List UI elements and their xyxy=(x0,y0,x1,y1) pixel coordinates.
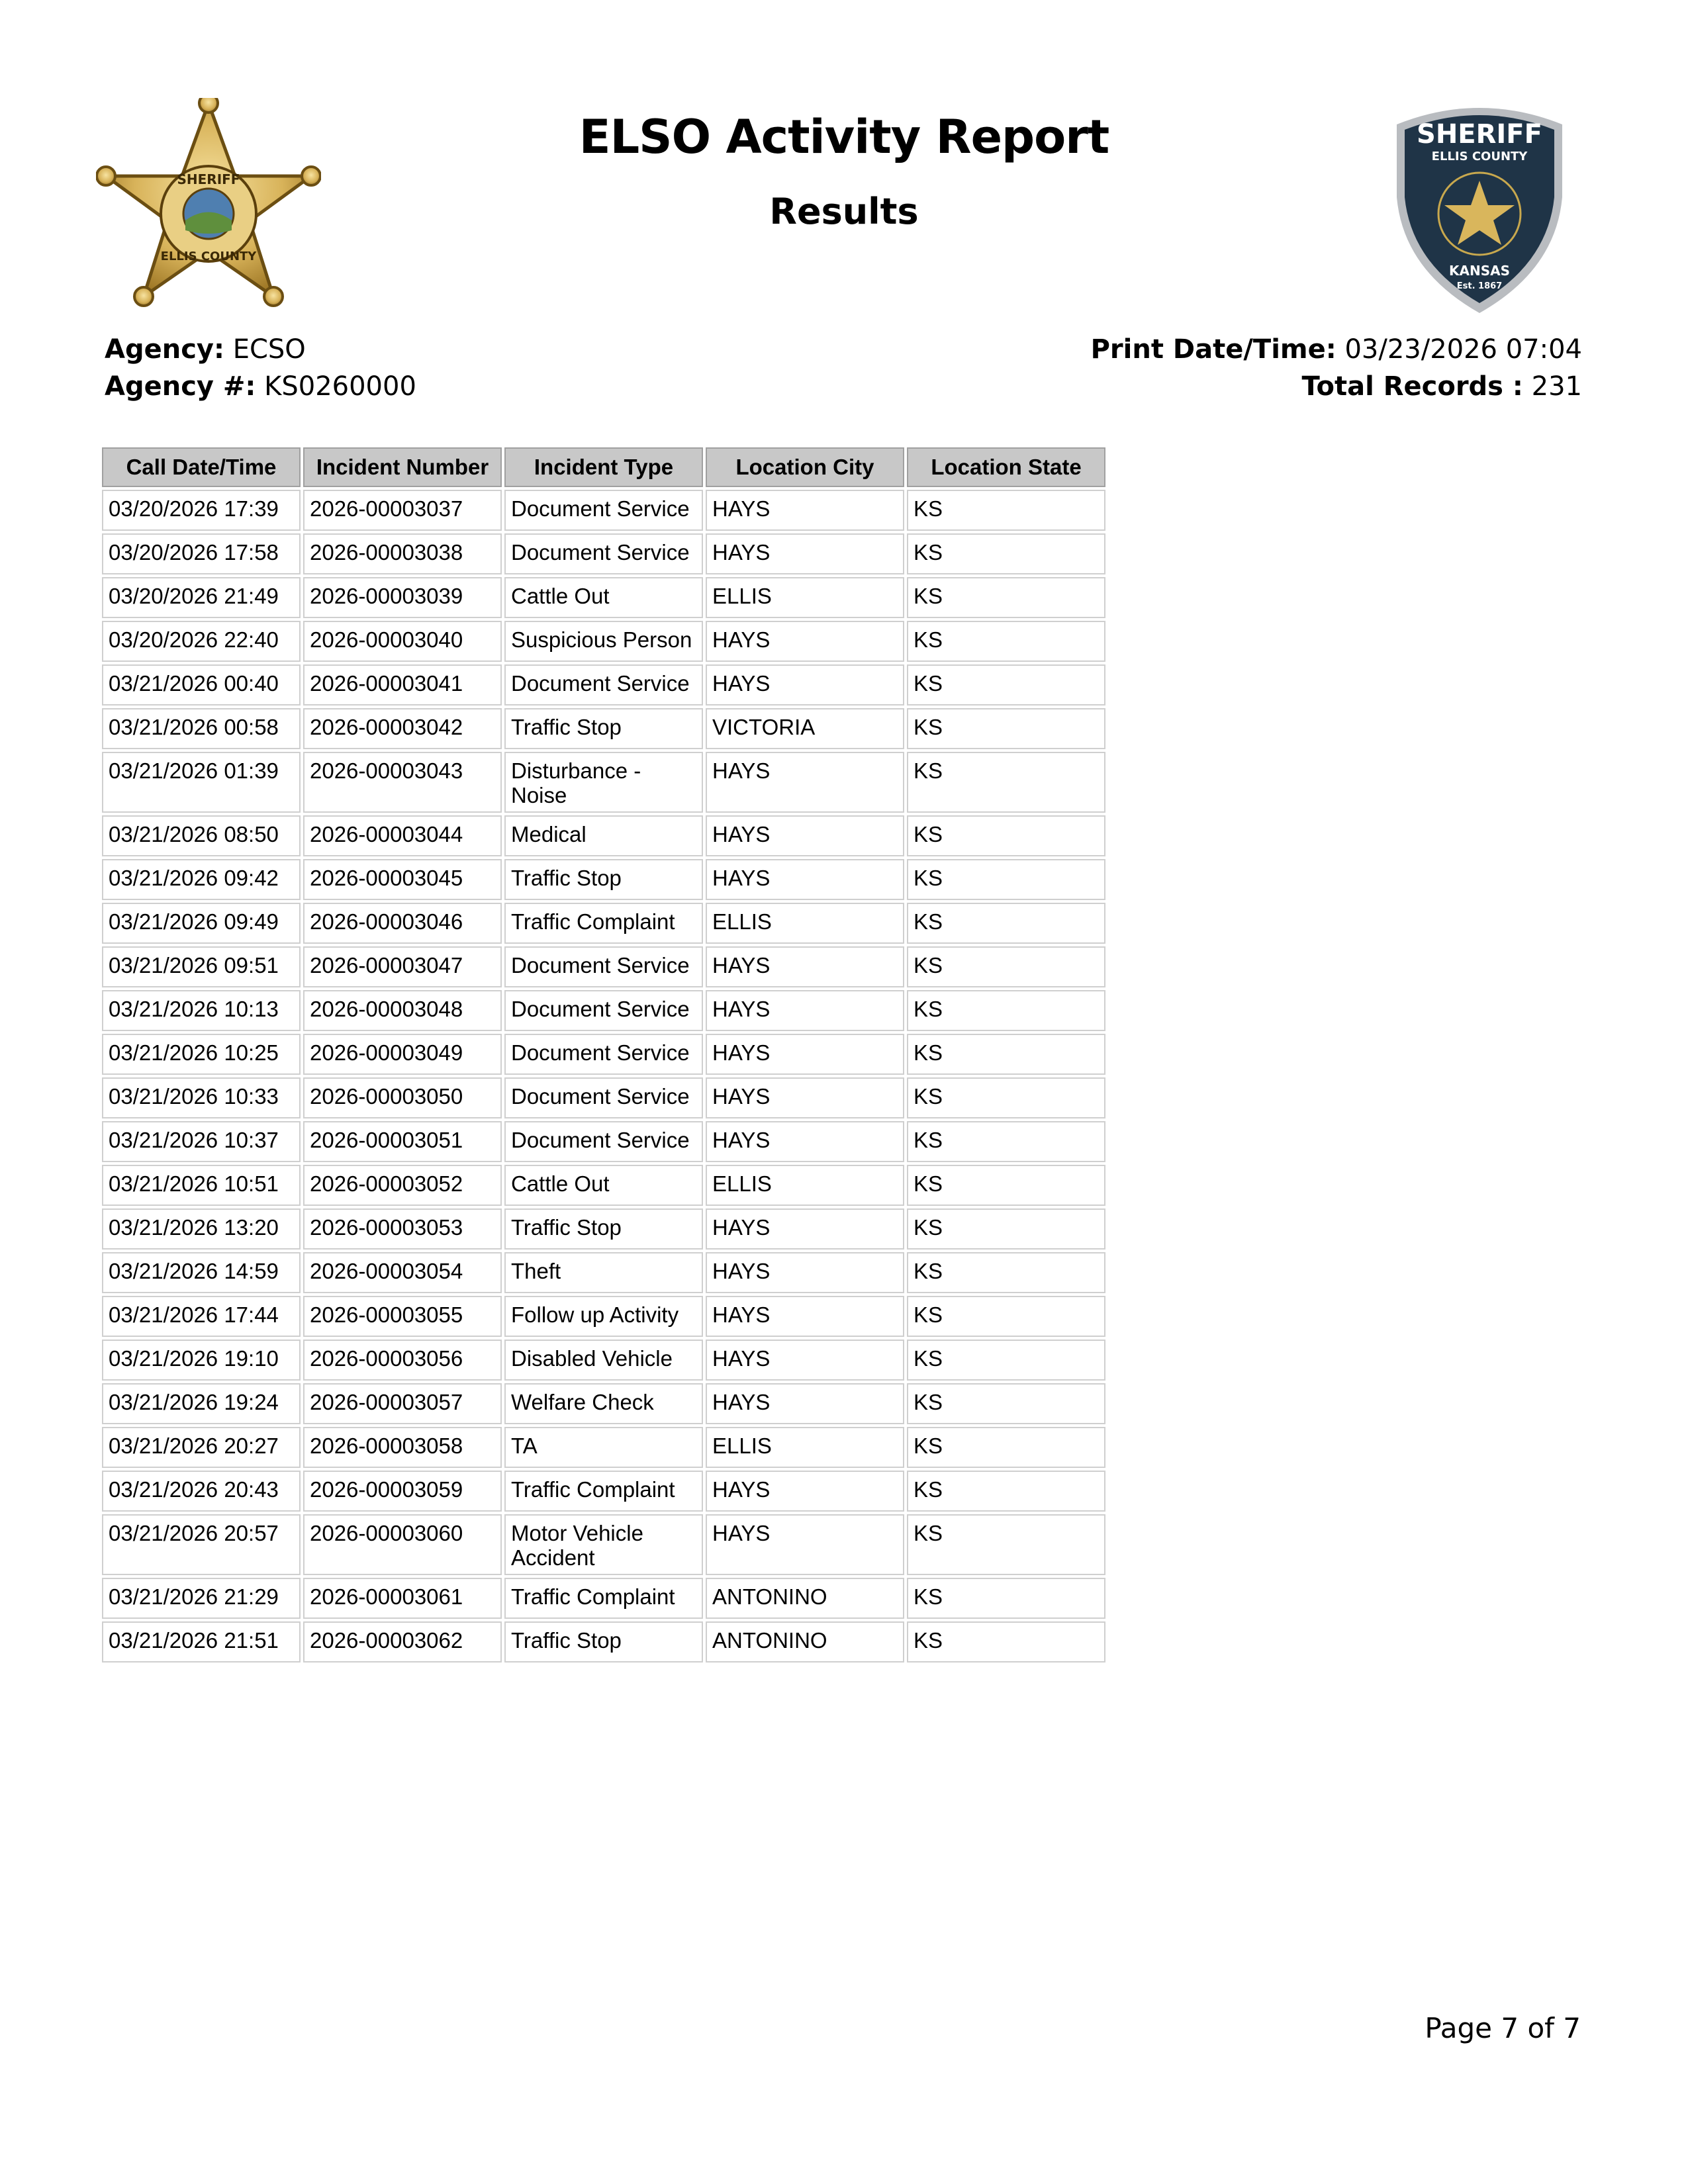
table-cell: HAYS xyxy=(706,752,904,813)
table-cell: 03/21/2026 08:50 xyxy=(102,815,301,856)
table-cell: ELLIS xyxy=(706,903,904,944)
table-cell: KS xyxy=(907,621,1105,662)
table-cell: KS xyxy=(907,1514,1105,1575)
table-cell: 03/21/2026 01:39 xyxy=(102,752,301,813)
page-number: Page 7 of 7 xyxy=(1425,2012,1581,2044)
table-cell: KS xyxy=(907,1383,1105,1424)
table-cell: 2026-00003061 xyxy=(303,1578,502,1619)
table-cell: 2026-00003052 xyxy=(303,1165,502,1206)
table-row xyxy=(102,1077,1105,1118)
table-cell: KS xyxy=(907,1471,1105,1512)
column-header: Incident Type xyxy=(504,447,703,487)
table-cell: HAYS xyxy=(706,1340,904,1381)
table-cell: HAYS xyxy=(706,1034,904,1075)
table-cell: Welfare Check xyxy=(504,1383,703,1424)
table-cell: 03/21/2026 13:20 xyxy=(102,1208,301,1250)
table-row xyxy=(102,815,1105,856)
results-table xyxy=(99,445,1108,1665)
table-cell: 2026-00003053 xyxy=(303,1208,502,1250)
table-cell: 03/21/2026 09:51 xyxy=(102,946,301,987)
table-cell: KS xyxy=(907,533,1105,574)
table-cell: KS xyxy=(907,990,1105,1031)
table-cell: KS xyxy=(907,859,1105,900)
table-cell: 03/21/2026 00:58 xyxy=(102,708,301,749)
svg-text:Est. 1867: Est. 1867 xyxy=(1456,281,1503,291)
table-cell: 03/21/2026 09:42 xyxy=(102,859,301,900)
table-cell: 2026-00003042 xyxy=(303,708,502,749)
table-row xyxy=(102,1121,1105,1162)
table-row xyxy=(102,490,1105,531)
table-cell: Follow up Activity xyxy=(504,1296,703,1337)
table-cell: Traffic Stop xyxy=(504,708,703,749)
table-row xyxy=(102,946,1105,987)
table-cell: 03/21/2026 10:13 xyxy=(102,990,301,1031)
table-cell: 2026-00003060 xyxy=(303,1514,502,1575)
table-cell: KS xyxy=(907,490,1105,531)
table-cell: 2026-00003041 xyxy=(303,664,502,705)
table-cell: 2026-00003054 xyxy=(303,1252,502,1293)
agency-number-value: KS0260000 xyxy=(264,371,416,402)
print-datetime-line xyxy=(1091,331,1582,368)
table-cell: 2026-00003059 xyxy=(303,1471,502,1512)
table-cell: KS xyxy=(907,1077,1105,1118)
table-row xyxy=(102,752,1105,813)
table-cell: Suspicious Person xyxy=(504,621,703,662)
table-cell: HAYS xyxy=(706,1383,904,1424)
table-cell: 2026-00003044 xyxy=(303,815,502,856)
table-cell: Cattle Out xyxy=(504,1165,703,1206)
column-header: Incident Number xyxy=(303,447,502,487)
table-cell: Traffic Complaint xyxy=(504,1578,703,1619)
table-cell: HAYS xyxy=(706,1208,904,1250)
table-cell: Traffic Stop xyxy=(504,1208,703,1250)
table-cell: Traffic Stop xyxy=(504,1621,703,1662)
table-cell: Document Service xyxy=(504,533,703,574)
table-cell: 03/21/2026 21:51 xyxy=(102,1621,301,1662)
table-row xyxy=(102,1208,1105,1250)
table-cell: Document Service xyxy=(504,664,703,705)
table-cell: 03/21/2026 19:24 xyxy=(102,1383,301,1424)
table-cell: 2026-00003049 xyxy=(303,1034,502,1075)
table-cell: Motor Vehicle Accident xyxy=(504,1514,703,1575)
svg-text:ELLIS COUNTY: ELLIS COUNTY xyxy=(160,250,257,263)
table-cell: KS xyxy=(907,1340,1105,1381)
table-row xyxy=(102,1296,1105,1337)
table-cell: ELLIS xyxy=(706,1165,904,1206)
agency-label: Agency: xyxy=(105,334,224,365)
table-cell: KS xyxy=(907,1621,1105,1662)
table-row xyxy=(102,1514,1105,1575)
table-cell: Document Service xyxy=(504,1034,703,1075)
table-cell: 03/20/2026 17:39 xyxy=(102,490,301,531)
table-cell: 03/20/2026 21:49 xyxy=(102,577,301,618)
table-cell: KS xyxy=(907,752,1105,813)
table-cell: 03/21/2026 10:51 xyxy=(102,1165,301,1206)
table-cell: KS xyxy=(907,903,1105,944)
svg-text:ELLIS COUNTY: ELLIS COUNTY xyxy=(1431,150,1528,163)
table-cell: HAYS xyxy=(706,1514,904,1575)
table-cell: Document Service xyxy=(504,1121,703,1162)
agency-value: ECSO xyxy=(232,334,306,365)
table-cell: 2026-00003051 xyxy=(303,1121,502,1162)
svg-text:SHERIFF: SHERIFF xyxy=(1417,119,1542,150)
table-row xyxy=(102,903,1105,944)
print-info xyxy=(1091,331,1582,405)
agency-number-line xyxy=(105,368,416,405)
table-cell: 03/21/2026 10:33 xyxy=(102,1077,301,1118)
table-cell: HAYS xyxy=(706,1296,904,1337)
table-cell: HAYS xyxy=(706,533,904,574)
table-cell: 2026-00003062 xyxy=(303,1621,502,1662)
table-cell: ANTONINO xyxy=(706,1621,904,1662)
table-cell: 03/21/2026 17:44 xyxy=(102,1296,301,1337)
svg-text:KANSAS: KANSAS xyxy=(1448,263,1511,279)
print-datetime-label: Print Date/Time: xyxy=(1090,334,1336,365)
sheriff-shield-patch-logo xyxy=(1390,98,1569,316)
table-cell: Traffic Stop xyxy=(504,859,703,900)
table-row xyxy=(102,1427,1105,1468)
table-cell: VICTORIA xyxy=(706,708,904,749)
table-body xyxy=(102,490,1105,1662)
agency-number-label: Agency #: xyxy=(105,371,256,402)
table-cell: KS xyxy=(907,1034,1105,1075)
table-cell: 2026-00003040 xyxy=(303,621,502,662)
table-cell: 2026-00003046 xyxy=(303,903,502,944)
table-cell: 03/21/2026 09:49 xyxy=(102,903,301,944)
table-cell: 03/21/2026 14:59 xyxy=(102,1252,301,1293)
column-header: Location State xyxy=(907,447,1105,487)
table-cell: HAYS xyxy=(706,490,904,531)
table-cell: 03/21/2026 10:25 xyxy=(102,1034,301,1075)
table-cell: 03/21/2026 20:27 xyxy=(102,1427,301,1468)
table-cell: 03/21/2026 10:37 xyxy=(102,1121,301,1162)
svg-text:SHERIFF: SHERIFF xyxy=(177,171,240,187)
table-cell: 2026-00003055 xyxy=(303,1296,502,1337)
table-cell: Document Service xyxy=(504,490,703,531)
table-cell: 03/20/2026 17:58 xyxy=(102,533,301,574)
table-cell: Disabled Vehicle xyxy=(504,1340,703,1381)
table-cell: 03/21/2026 19:10 xyxy=(102,1340,301,1381)
table-cell: KS xyxy=(907,1252,1105,1293)
column-header: Call Date/Time xyxy=(102,447,301,487)
total-records-label: Total Records : xyxy=(1301,371,1523,402)
table-row xyxy=(102,1340,1105,1381)
table-row xyxy=(102,1165,1105,1206)
agency-line xyxy=(105,331,416,368)
table-cell: 2026-00003048 xyxy=(303,990,502,1031)
table-cell: 2026-00003047 xyxy=(303,946,502,987)
table-cell: Cattle Out xyxy=(504,577,703,618)
table-cell: KS xyxy=(907,708,1105,749)
table-cell: Document Service xyxy=(504,1077,703,1118)
table-row xyxy=(102,621,1105,662)
table-row xyxy=(102,1383,1105,1424)
table-cell: HAYS xyxy=(706,990,904,1031)
table-row xyxy=(102,1578,1105,1619)
table-row xyxy=(102,1252,1105,1293)
table-cell: KS xyxy=(907,1121,1105,1162)
table-cell: KS xyxy=(907,1427,1105,1468)
table-cell: HAYS xyxy=(706,859,904,900)
table-cell: 2026-00003045 xyxy=(303,859,502,900)
table-cell: 2026-00003039 xyxy=(303,577,502,618)
table-cell: KS xyxy=(907,577,1105,618)
table-cell: 2026-00003050 xyxy=(303,1077,502,1118)
table-cell: 2026-00003043 xyxy=(303,752,502,813)
table-cell: Traffic Complaint xyxy=(504,1471,703,1512)
table-row xyxy=(102,1471,1105,1512)
table-cell: KS xyxy=(907,1165,1105,1206)
table-header-row xyxy=(102,447,1105,487)
table-cell: HAYS xyxy=(706,946,904,987)
table-cell: KS xyxy=(907,664,1105,705)
table-cell: 2026-00003037 xyxy=(303,490,502,531)
table-cell: HAYS xyxy=(706,1471,904,1512)
table-cell: TA xyxy=(504,1427,703,1468)
table-cell: ELLIS xyxy=(706,577,904,618)
table-cell: 03/20/2026 22:40 xyxy=(102,621,301,662)
table-cell: Disturbance - Noise xyxy=(504,752,703,813)
table-cell: ANTONINO xyxy=(706,1578,904,1619)
total-records-value: 231 xyxy=(1531,371,1582,402)
table-row xyxy=(102,533,1105,574)
report-subtitle: Results xyxy=(769,191,919,232)
table-cell: 2026-00003058 xyxy=(303,1427,502,1468)
print-datetime-value: 03/23/2026 07:04 xyxy=(1344,334,1582,365)
table-cell: KS xyxy=(907,815,1105,856)
table-cell: Medical xyxy=(504,815,703,856)
total-records-line xyxy=(1091,368,1582,405)
table-cell: HAYS xyxy=(706,1121,904,1162)
table-cell: 03/21/2026 21:29 xyxy=(102,1578,301,1619)
agency-info xyxy=(105,331,416,405)
table-cell: Document Service xyxy=(504,946,703,987)
table-row xyxy=(102,664,1105,705)
table-cell: 03/21/2026 00:40 xyxy=(102,664,301,705)
table-cell: Document Service xyxy=(504,990,703,1031)
table-row xyxy=(102,708,1105,749)
table-cell: ELLIS xyxy=(706,1427,904,1468)
table-cell: KS xyxy=(907,1578,1105,1619)
table-cell: Theft xyxy=(504,1252,703,1293)
table-row xyxy=(102,577,1105,618)
table-row xyxy=(102,990,1105,1031)
table-cell: Traffic Complaint xyxy=(504,903,703,944)
table-cell: HAYS xyxy=(706,1077,904,1118)
table-cell: HAYS xyxy=(706,815,904,856)
table-cell: 2026-00003057 xyxy=(303,1383,502,1424)
table-row xyxy=(102,859,1105,900)
table-cell: KS xyxy=(907,946,1105,987)
table-cell: 03/21/2026 20:43 xyxy=(102,1471,301,1512)
table-cell: KS xyxy=(907,1208,1105,1250)
table-cell: HAYS xyxy=(706,1252,904,1293)
table-cell: HAYS xyxy=(706,621,904,662)
table-cell: HAYS xyxy=(706,664,904,705)
table-cell: KS xyxy=(907,1296,1105,1337)
report-title: ELSO Activity Report xyxy=(579,110,1109,164)
table-cell: 2026-00003056 xyxy=(303,1340,502,1381)
column-header: Location City xyxy=(706,447,904,487)
table-cell: 2026-00003038 xyxy=(303,533,502,574)
table-row xyxy=(102,1034,1105,1075)
table-cell: 03/21/2026 20:57 xyxy=(102,1514,301,1575)
table-row xyxy=(102,1621,1105,1662)
